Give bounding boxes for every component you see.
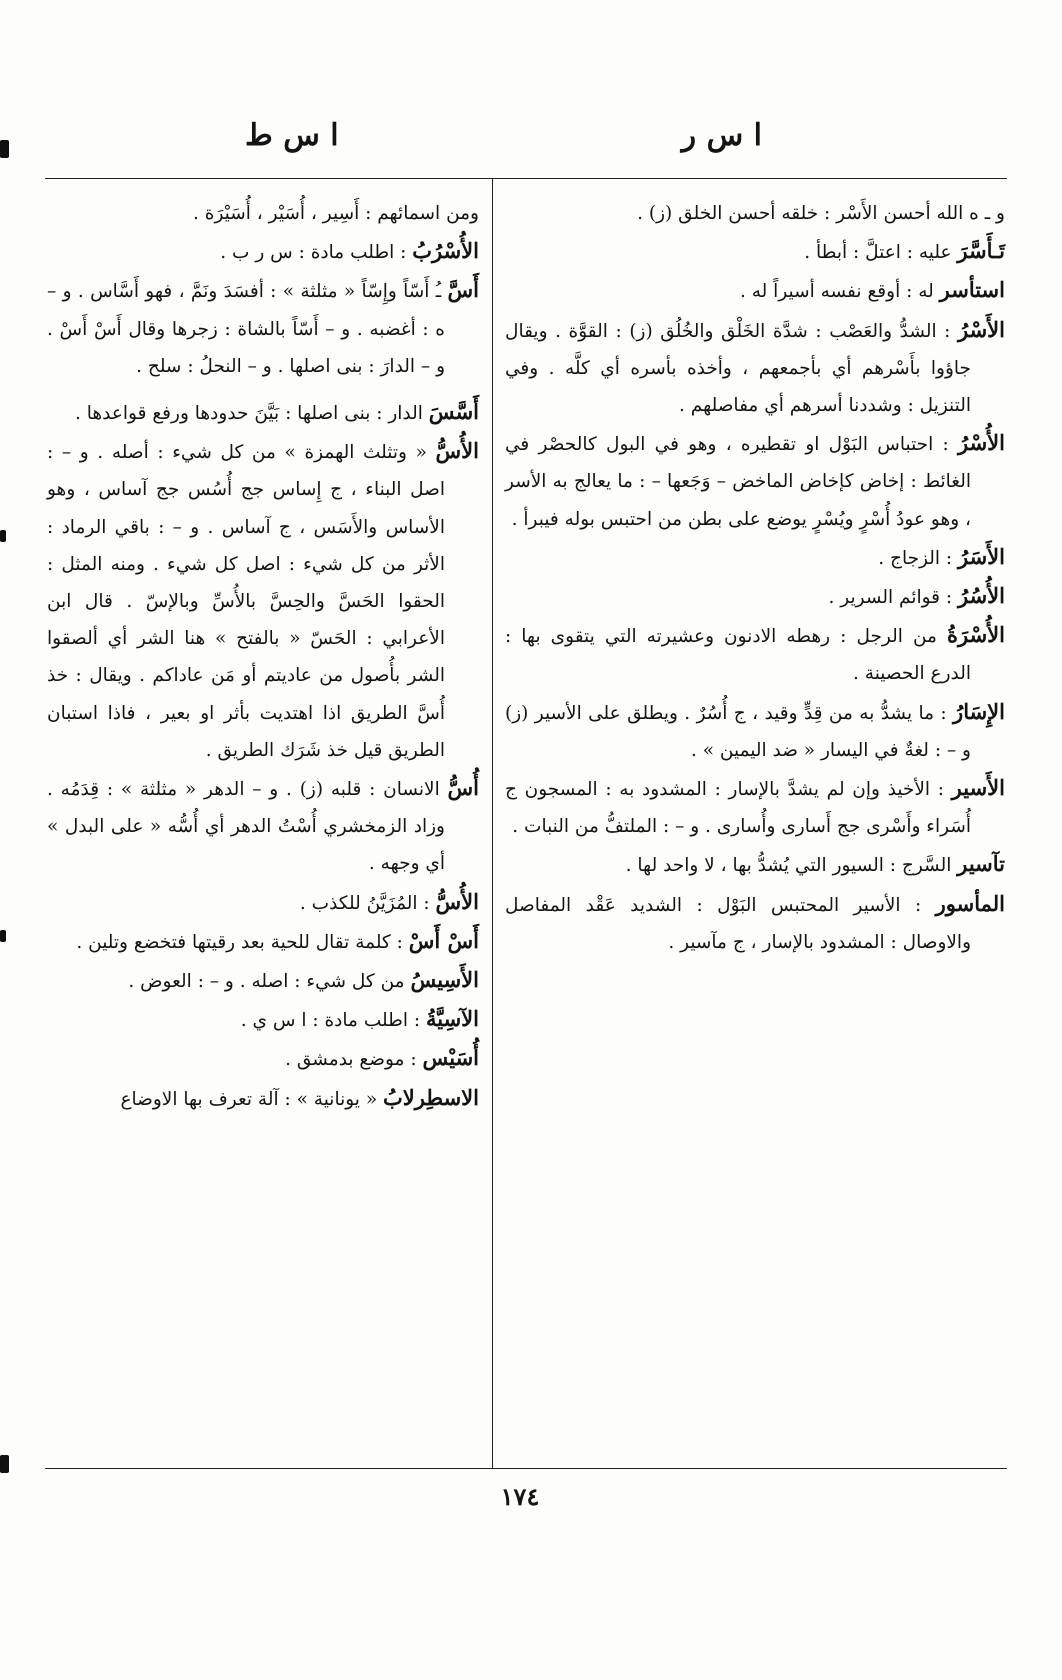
entry-text: عليه : اعتلَّ : أبطأ .	[804, 242, 958, 264]
dictionary-entry	[505, 195, 1005, 232]
entry-text: : اطلب مادة : س ر ب .	[220, 242, 413, 264]
entry-text: ومن اسمائهم : أَسِير ، أُسَيْر ، أُسَيْرَة .	[193, 203, 479, 224]
entry-text: من كل شيء : اصله . و – : العوض .	[128, 971, 411, 993]
entry-headword: تَـأَسَّرَ	[957, 238, 1005, 264]
entry-text: : كلمة تقال للحية بعد رقيتها فتخضع وتلين .	[76, 931, 409, 953]
dictionary-entry	[47, 961, 479, 1000]
entry-text: « يونانية » : آلة تعرف بها الاوضاع	[120, 1088, 384, 1110]
top-rule	[45, 178, 1007, 179]
binding-mark	[0, 1455, 9, 1473]
dictionary-entry	[505, 577, 1005, 616]
entry-headword: الأُسْرَةُ	[947, 622, 1005, 648]
entry-headword: أُسَيْس	[422, 1045, 479, 1071]
entry-headword: الأُسْرُبُ	[412, 238, 479, 264]
entry-text: : الزجاج .	[878, 547, 958, 569]
entry-text: : احتباس البَوْل او تقطيره ، وهو في البول كالحصْر في الغائط : إخاض كإخاض الماخض – وَجَعها – : ما يعالج به الأسر ، وهو عودُ أُسْرٍ ويُسْرٍ يوضع على بطن من احتبس بوله فيبرأ .	[505, 434, 971, 530]
binding-mark	[0, 530, 6, 542]
entry-headword: الأُسْرُ	[958, 430, 1005, 456]
entry-headword: الآسِيَّةُ	[425, 1006, 479, 1032]
entry-headword: الأَسير	[951, 775, 1005, 801]
entry-text: من الرجل : رهطه الادنون وعشيرته التي يتقوى بها : الدرع الحصينة .	[505, 626, 971, 685]
entry-headword: الأُسُرُ	[958, 583, 1005, 609]
entry-headword: الأُسُّ	[435, 438, 479, 464]
dictionary-entry	[47, 1079, 479, 1118]
entry-text: السَّرج : السيور التي يُشدُّ بها ، لا واحد لها .	[625, 855, 958, 877]
entry-text: ـُ أَسّاً وإِسّاً « مثلثة » : أفسَدَ ونَمَّ ، فهو أَسَّاس . و – ه : أغضبه . و – أَسّاً بالشاة : زجرها وقال أَسْ أَسْ . و – الدارَ : بنى اصلها . و – النحلُ : سلح .	[47, 281, 448, 377]
entry-text: : موضع بدمشق .	[285, 1049, 423, 1071]
dictionary-entry	[505, 271, 1005, 310]
dictionary-entry	[505, 424, 1005, 538]
dictionary-entry	[47, 271, 479, 385]
entry-headword: أَسَّ	[447, 277, 479, 303]
entry-text: الدار : بنى اصلها : بَيَّنَ حدودها ورفع قواعدها .	[75, 403, 429, 425]
dictionary-entry	[505, 616, 1005, 692]
entry-text: الانسان : قلبه (ز) . و – الدهر « مثلثة » : قِدَمُه . وزاد الزمخشري أُسْتُ الدهر أي أُسُّه « على البدل » أي وجهه .	[47, 779, 448, 875]
entry-headword: الأُسُّ	[435, 888, 479, 914]
entry-headword: أَسَّسَ	[428, 399, 479, 425]
dictionary-entry	[47, 883, 479, 922]
binding-mark	[0, 930, 6, 942]
dictionary-entry	[505, 538, 1005, 577]
binding-mark	[0, 140, 9, 158]
entry-headword: الإِسَارُ	[953, 698, 1005, 724]
entry-text: : الأخيذ وإن لم يشدَّ بالإسار : المشدود به : المسجون ج أُسَراء وأَسْرى جج أَسارى وأُسارى . و – : الملتفُّ من النبات .	[505, 779, 971, 838]
dictionary-entry	[505, 693, 1005, 769]
dictionary-entry	[505, 232, 1005, 271]
dictionary-entry	[47, 1039, 479, 1078]
header-root-left: ا س ط	[245, 118, 339, 153]
dictionary-entry	[47, 232, 479, 271]
entry-headword: تآسير	[957, 851, 1005, 877]
left-column	[47, 195, 479, 1460]
entry-text: : الشدُّ والعَصْب : شدَّة الخَلْق والخُلُق (ز) : القوَّة . ويقال جاؤوا بأَسْرهم أي بأجمعهم ، وأخذه بأسره أي كلَّه . وفي التنزيل : وشددنا أسرهم أي مفاصلهم .	[505, 320, 971, 417]
dictionary-entry	[505, 885, 1005, 961]
entry-text: له : أوقع نفسه أسيراً له .	[739, 281, 940, 303]
dictionary-entry	[47, 393, 479, 432]
entry-text: و ـ ه الله أحسن الأَسْر : خلقه أحسن الخلق (ز) .	[637, 203, 1005, 224]
entry-text: : المُزَيَّنُ للكذب .	[299, 892, 436, 914]
entry-headword: الأَسَرُ	[958, 543, 1005, 569]
entry-headword: استأسر	[939, 277, 1005, 303]
entry-text: « وتثلث الهمزة » من كل شيء : أصله . و – : اصل البناء ، ج إِساس جج أُسُس جج آساس ، وهو الأساس والأَسَس ، ج آساس . و – : باقي الرماد : الأثر من كل شيء : اصل كل شيء . ومنه المثل : الحقوا الحَسَّ والحِسَّ بالأُسِّ وبالإسّ . قال ابن الأعرابي : الحَسّ « بالفتح » هنا الشر أي ألصقوا الشر بأُصول من عاديتم أو مَن عاداكم . ويقال : خذ أُسَّ الطريق اذا اهتديت بأثر او بعير ، فاذا استبان الطريق قيل خذ شَرَك الطريق .	[47, 442, 445, 761]
entry-headword: الأَسِيسُ	[410, 967, 479, 993]
dictionary-entry	[47, 1000, 479, 1039]
column-divider	[492, 178, 493, 1468]
dictionary-entry	[505, 769, 1005, 845]
dictionary-entry	[505, 311, 1005, 425]
entry-headword: الأَسْرُ	[958, 316, 1005, 342]
right-column	[505, 195, 1005, 1460]
entry-headword: المأسور	[935, 890, 1005, 916]
bottom-rule	[45, 1468, 1007, 1469]
dictionary-entry	[47, 922, 479, 961]
dictionary-entry	[47, 195, 479, 232]
entry-text: : ما يشدُّ به من قِدٍّ وقيد ، ج أُسُرٌ . ويطلق على الأسير (ز) و – : لغةٌ في اليسار « ضد اليمين » .	[505, 702, 971, 761]
entry-headword: الاسطِرلابُ	[383, 1084, 479, 1110]
entry-text: : اطلب مادة : ا س ي .	[240, 1010, 426, 1032]
page-number: ١٧٤	[500, 1482, 540, 1511]
dictionary-entry	[47, 769, 479, 883]
entry-headword: أَسْ أَسْ	[408, 927, 479, 953]
entry-text: : الأسير المحتبس البَوْل : الشديد عَقْد المفاصل والاوصال : المشدود بالإسار ، ج مآسير .	[505, 894, 971, 953]
dictionary-entry	[505, 845, 1005, 884]
dictionary-entry	[47, 432, 479, 769]
header-root-right: ا س ر	[681, 118, 762, 153]
entry-headword: أُسُّ	[447, 775, 479, 801]
entry-text: : قوائم السرير .	[828, 587, 958, 609]
